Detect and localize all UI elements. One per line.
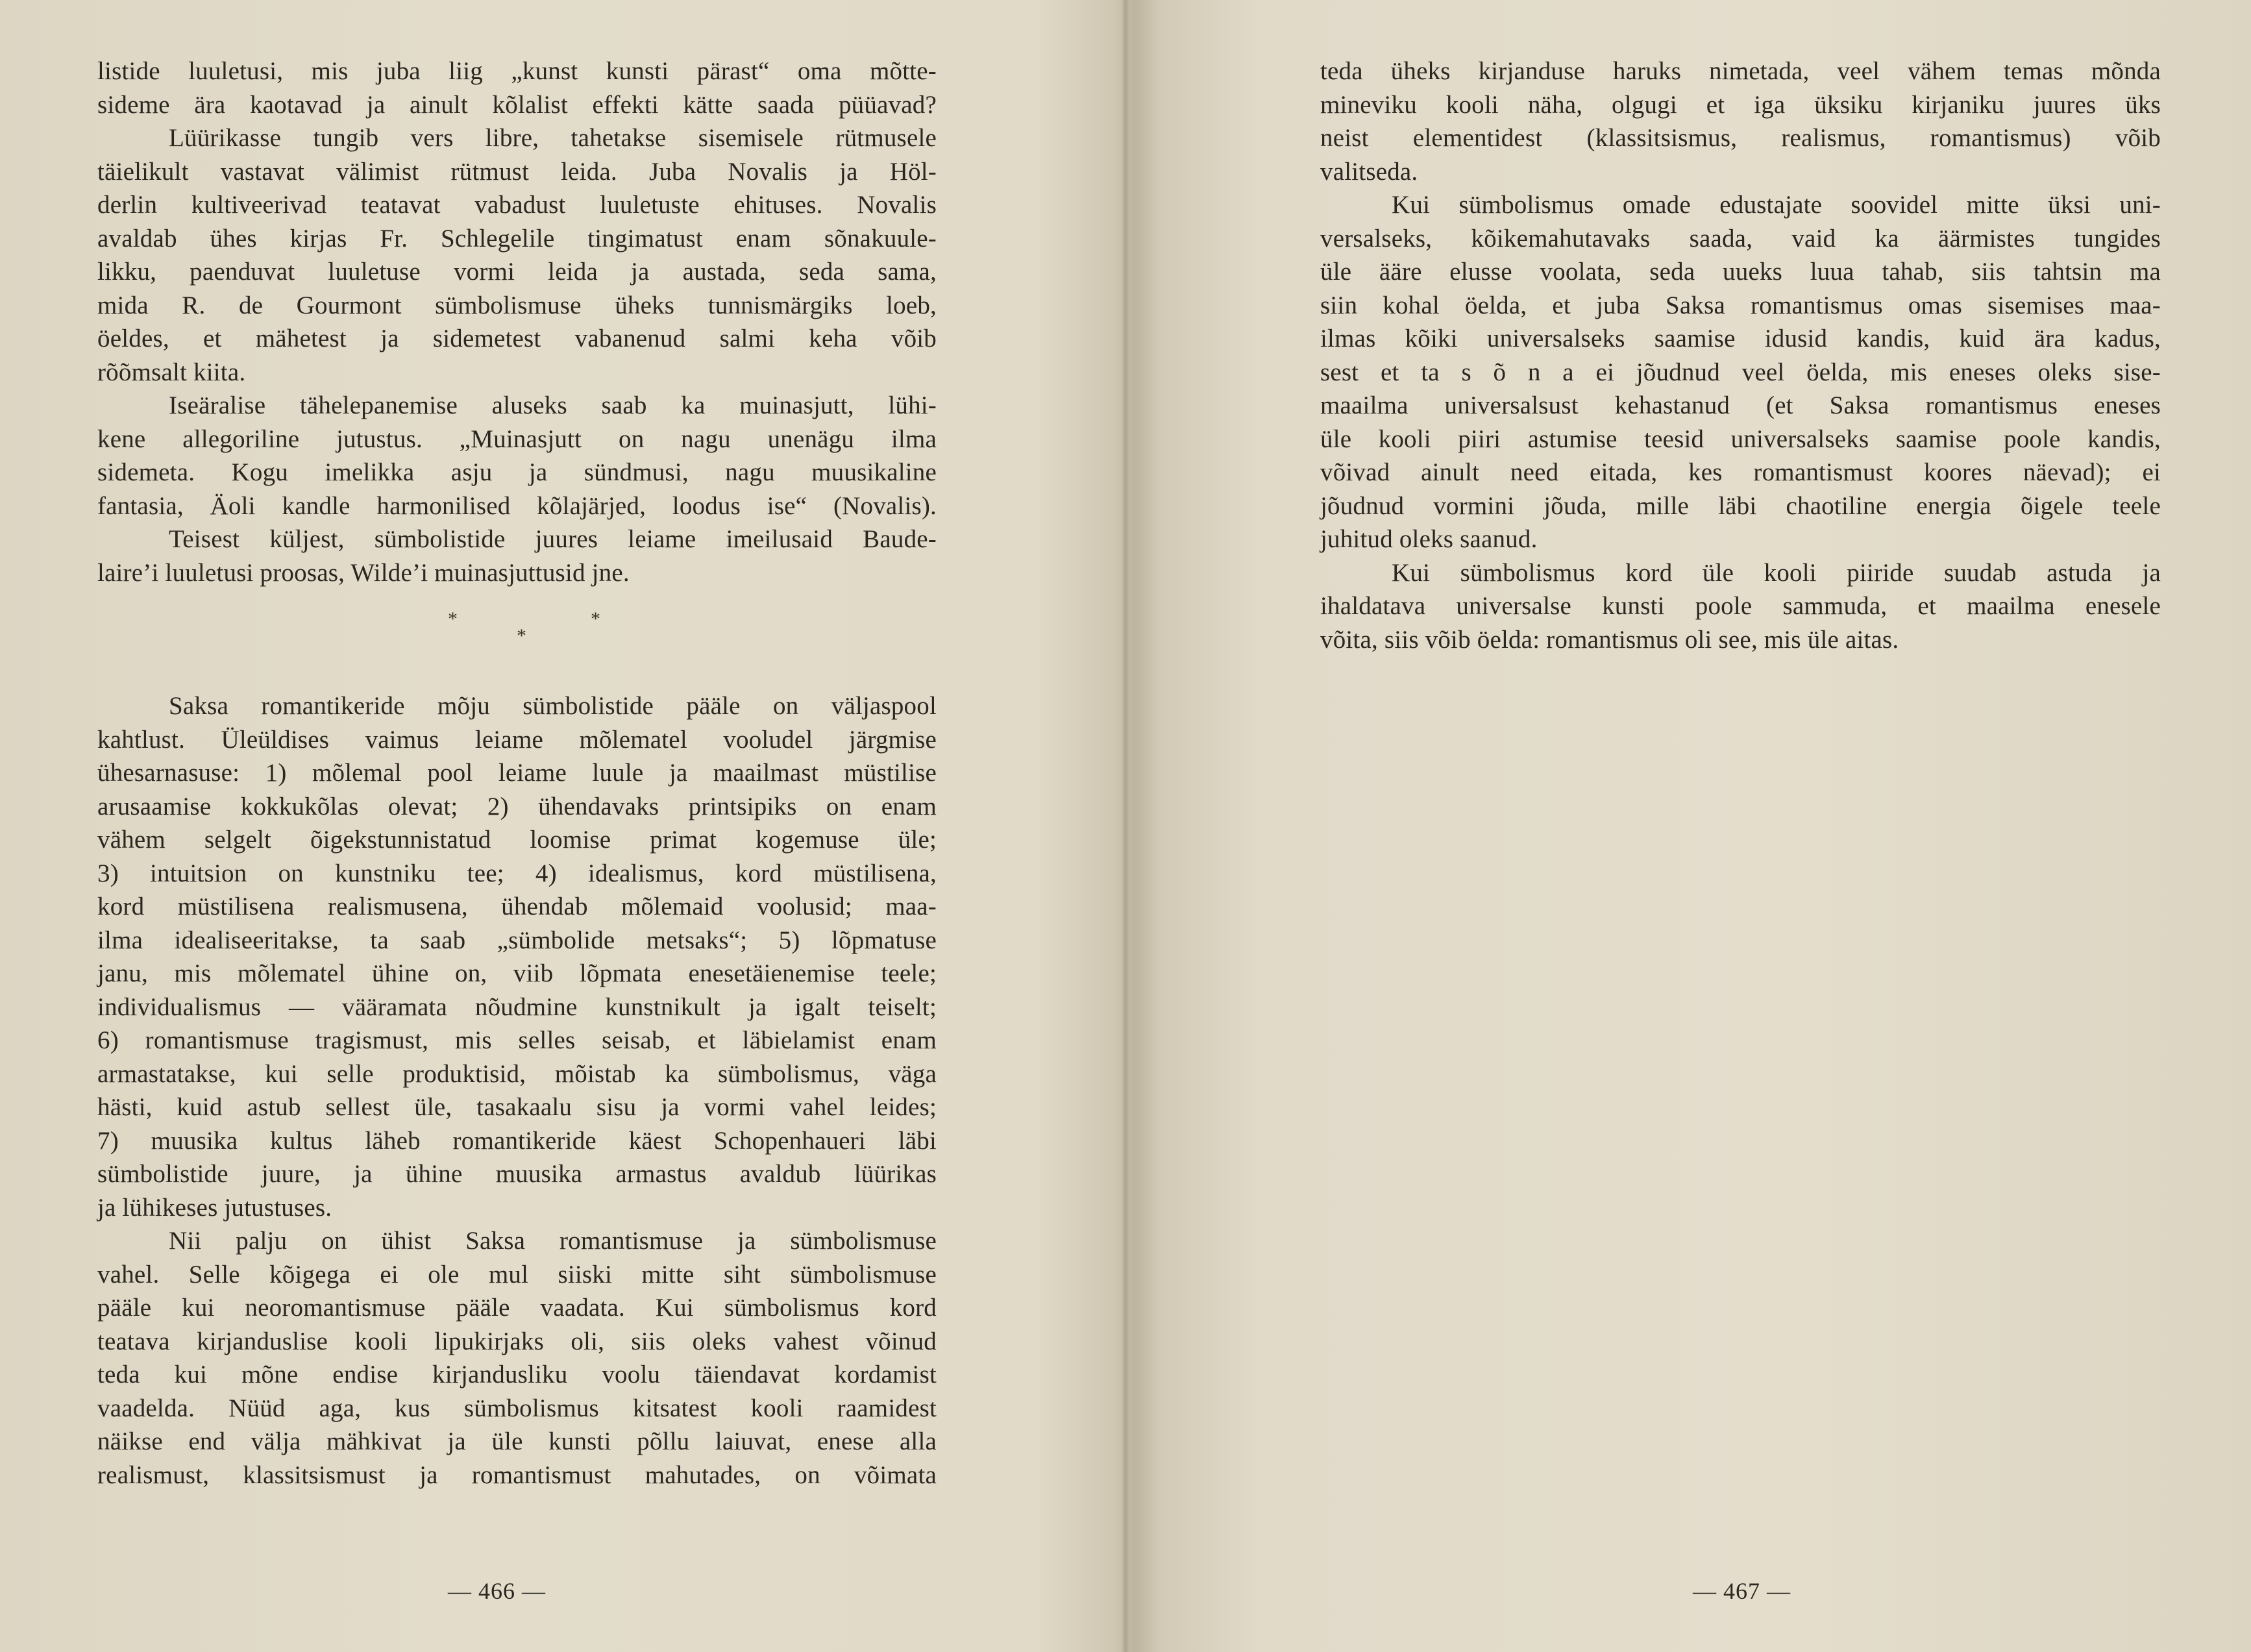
- text-line: realismust, klassitsismust ja romantismust mahutades, on võimata: [97, 1461, 937, 1489]
- text-line: neist elementidest (klassitsismus, realismus, romantismus) võib: [1320, 124, 2161, 152]
- right-page-text: [1320, 55, 2161, 656]
- text-line: mida R. de Gourmont sümbolismuse üheks tunnismärgiks loeb,: [97, 291, 937, 319]
- text-line: näikse end välja mähkivat ja üle kunsti põllu laiuvat, enese alla: [97, 1427, 937, 1455]
- text-line: arusaamise kokkukõlas olevat; 2) ühendavaks printsipiks on enam: [97, 792, 937, 820]
- right-page: [1126, 0, 2251, 1652]
- text-line: 7) muusika kultus läheb romantikeride käest Schopenhaueri läbi: [97, 1126, 937, 1155]
- text-line: individualismus — vääramata nõudmine kunstnikult ja igalt teiselt;: [97, 992, 937, 1021]
- text-line: kahtlust. Üleüldises vaimus leiame mõlematel vooludel järgmise: [97, 725, 937, 754]
- text-line: Saksa romantikeride mõju sümbolistide pääle on väljaspool: [169, 692, 937, 720]
- text-line: Iseäralise tähelepanemise aluseks saab ka muinasjutt, lühi-: [169, 391, 937, 419]
- text-line: üle ääre elusse voolata, seda uueks luua tahab, siis tahtsin ma: [1320, 258, 2161, 286]
- text-line: avaldab ühes kirjas Fr. Schlegelile tingimatust enam sõnakuule-: [97, 224, 937, 253]
- text-line: sidemeta. Kogu imelikka asju ja sündmusi, nagu muusikaline: [97, 458, 937, 486]
- text-line: laire’i luuletusi proosas, Wilde’i muinasjuttusid jne.: [97, 558, 630, 587]
- text-line: sideme ära kaotavad ja ainult kõlalist effekti kätte saada püüavad?: [97, 90, 937, 119]
- text-line: pääle kui neoromantismuse pääle vaadata. Kui sümbolismus kord: [97, 1294, 937, 1322]
- text-line: Nii palju on ühist Saksa romantismuse ja sümbolismuse: [169, 1227, 937, 1255]
- text-line: ilmas kõiki universalseks saamise idusid kandis, kuid ära kadus,: [1320, 325, 2161, 352]
- text-line: maailma universalsust kehastanud (et Saksa romantismus eneses: [1320, 391, 2161, 419]
- page-number: — 467 —: [1693, 1578, 1791, 1604]
- text-line: versalseks, kõikemahutavaks saada, vaid ka äärmistes tungides: [1320, 224, 2161, 253]
- text-line: kene allegoriline jutustus. „Muinasjutt on nagu unenägu ilma: [97, 425, 937, 453]
- text-line: ja lühikeses jutustuses.: [97, 1193, 332, 1222]
- text-line: ihaldatava universalse kunsti poole sammuda, et maailma enesele: [1320, 592, 2161, 620]
- text-line: teda kui mõne endise kirjandusliku voolu täiendavat kordamist: [97, 1361, 937, 1388]
- text-line: kord müstilisena realismusena, ühendab mõlemaid voolusid; maa-: [97, 893, 937, 920]
- text-line: vaadelda. Nüüd aga, kus sümbolismus kitsatest kooli raamidest: [97, 1394, 937, 1422]
- text-line: siin kohal öelda, et juba Saksa romantismus omas sisemises maa-: [1320, 291, 2161, 319]
- text-line: fantasia, Äoli kandle harmonilised kõlajärjed, loodus ise“ (Novalis).: [97, 491, 937, 520]
- text-line: Teisest küljest, sümbolistide juures leiame imeilusaid Baude-: [169, 525, 937, 553]
- text-line: jõudnud vormini jõuda, mille läbi chaotiline energia õigele teele: [1320, 491, 2161, 520]
- text-line: sest et ta s õ n a ei jõudnud veel öelda, mis eneses oleks sise-: [1320, 358, 2161, 386]
- text-line: vähem selgelt õigekstunnistatud loomise primat kogemuse üle;: [97, 826, 937, 854]
- text-line: likku, paenduvat luuletuse vormi leida ja austada, seda sama,: [97, 258, 937, 286]
- text-line: teatava kirjanduslise kooli lipukirjaks oli, siis oleks vahest võinud: [97, 1327, 937, 1355]
- text-line: üle kooli piiri astumise teesid universalseks saamise poole kandis,: [1320, 425, 2161, 453]
- text-line: öeldes, et mähetest ja sidemetest vabanenud salmi keha võib: [97, 325, 937, 352]
- text-line: janu, mis mõlematel ühine on, viib lõpmata enesetäienemise teele;: [97, 959, 937, 987]
- text-line: hästi, kuid astub sellest üle, tasakaalu sisu ja vormi vahel leides;: [97, 1093, 937, 1121]
- text-line: derlin kultiveerivad teatavat vabadust luuletuste ehituses. Novalis: [97, 191, 937, 219]
- text-line: täielikult vastavat välimist rütmust leida. Juba Novalis ja Höl-: [97, 157, 937, 186]
- text-line: võivad ainult need eitada, kes romantismust koores näevad); ei: [1320, 458, 2161, 486]
- text-line: Lüürikasse tungib vers libre, tahetakse sisemisele rütmusele: [169, 124, 937, 152]
- text-line: armastatakse, kui selle produktisid, mõistab ka sümbolismus, väga: [97, 1059, 937, 1088]
- text-line: Kui sümbolismus kord üle kooli piiride suudab astuda ja: [1392, 558, 2161, 587]
- text-line: 3) intuitsion on kunstniku tee; 4) idealismus, kord müstilisena,: [97, 859, 937, 887]
- text-line: vahel. Selle kõigega ei ole mul siiski mitte siht sümbolismuse: [97, 1260, 937, 1288]
- text-line: teda üheks kirjanduse haruks nimetada, veel vähem temas mõnda: [1320, 57, 2161, 85]
- text-line: rõõmsalt kiita.: [97, 358, 246, 386]
- page-number: — 466 —: [448, 1578, 546, 1604]
- left-page-text: [97, 55, 937, 1492]
- text-line: valitseda.: [1320, 157, 1418, 186]
- text-line: võita, siis võib öelda: romantismus oli see, mis üle aitas.: [1320, 625, 1899, 654]
- text-line: Kui sümbolismus omade edustajate soovidel mitte üksi uni-: [1392, 191, 2161, 219]
- text-line: mineviku kooli näha, olgugi et iga üksiku kirjaniku juures üks: [1320, 90, 2161, 119]
- text-line: juhitud oleks saanud.: [1320, 525, 1538, 553]
- text-line: ilma idealiseeritakse, ta saab „sümbolide metsaks“; 5) lõpmatuse: [97, 926, 937, 954]
- text-line: sümbolistide juure, ja ühine muusika armastus avaldub lüürikas: [97, 1160, 937, 1188]
- text-line: 6) romantismuse tragismust, mis selles seisab, et läbielamist enam: [97, 1026, 937, 1054]
- text-line: listide luuletusi, mis juba liig „kunst kunsti pärast“ oma mõtte-: [97, 57, 937, 85]
- section-separator: [97, 589, 937, 689]
- separator-star: *: [591, 608, 601, 630]
- separator-star: *: [517, 625, 527, 647]
- text-line: ühesarnasuse: 1) mõlemal pool leiame luule ja maailmast müstilise: [97, 759, 937, 787]
- separator-star: *: [448, 608, 458, 630]
